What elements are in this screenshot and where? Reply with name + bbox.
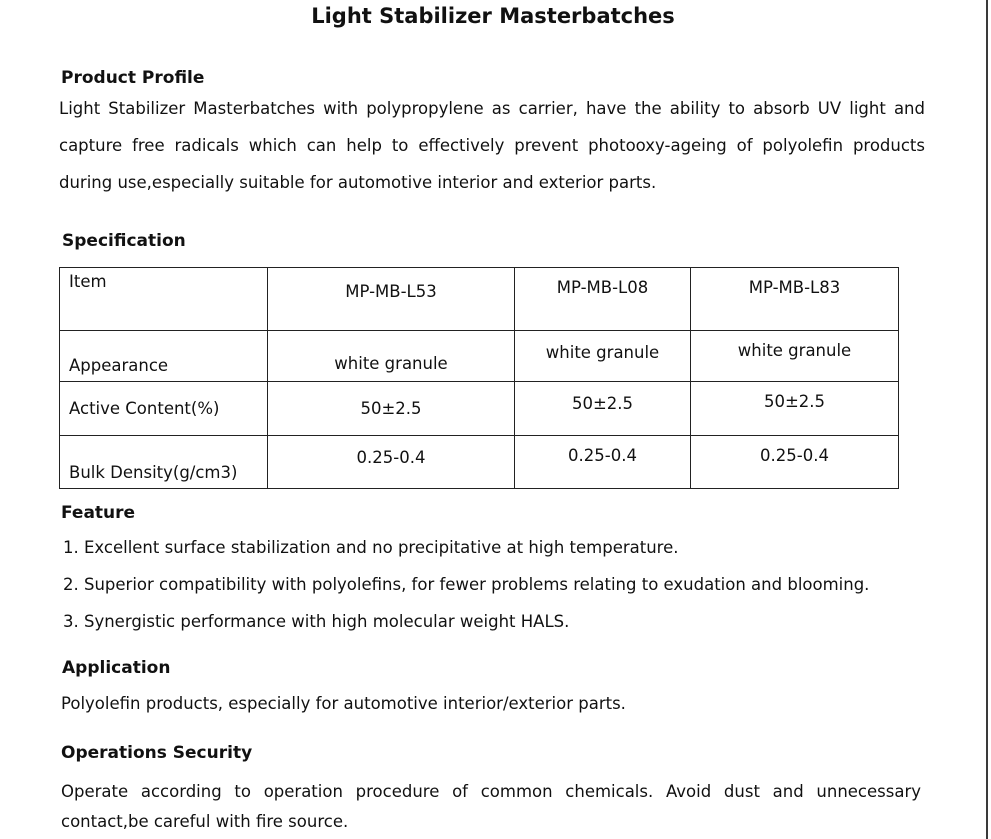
- table-cell: white granule: [515, 331, 691, 382]
- table-cell: 0.25-0.4: [268, 436, 515, 489]
- feature-heading: Feature: [61, 503, 136, 523]
- specification-heading: Specification: [62, 231, 186, 251]
- table-cell: 50±2.5: [515, 382, 691, 436]
- table-cell: white granule: [268, 331, 515, 382]
- row-label-bulk-density: Bulk Density(g/cm3): [60, 436, 268, 489]
- table-cell: 50±2.5: [691, 382, 899, 436]
- operations-security-text: Operate according to operation procedure of common chemicals. Avoid dust and unnecessary contact,be careful with fire source.: [61, 782, 921, 831]
- feature-item: 1. Excellent surface stabilization and no precipitative at high temperature.: [63, 538, 679, 557]
- table-row: [60, 436, 899, 489]
- feature-item: 3. Synergistic performance with high molecular weight HALS.: [63, 612, 570, 631]
- product-profile-text: Light Stabilizer Masterbatches with polypropylene as carrier, have the ability to absorb UV light and capture free radicals which can help to effectively prevent photooxy-ageing of polyolefin products during use,especially suitable for automotive interior and exterior parts.: [59, 99, 925, 192]
- table-row: [60, 331, 899, 382]
- table-cell: 50±2.5: [268, 382, 515, 436]
- table-row: [60, 382, 899, 436]
- specification-table: [59, 267, 899, 489]
- table-cell: 0.25-0.4: [515, 436, 691, 489]
- header-mp-mb-l08: MP-MB-L08: [515, 268, 691, 331]
- feature-item: 2. Superior compatibility with polyolefins, for fewer problems relating to exudation and blooming.: [63, 575, 870, 594]
- operations-security-heading: Operations Security: [61, 743, 253, 763]
- page-right-border: [986, 0, 988, 839]
- table-header-row: [60, 268, 899, 331]
- header-mp-mb-l53: MP-MB-L53: [268, 268, 515, 331]
- table-cell: 0.25-0.4: [691, 436, 899, 489]
- product-profile-heading: Product Profile: [61, 68, 205, 88]
- application-heading: Application: [62, 658, 171, 678]
- header-item: Item: [60, 268, 268, 331]
- document-title: Light Stabilizer Masterbatches: [311, 4, 675, 28]
- row-label-active-content: Active Content(%): [60, 382, 268, 436]
- header-mp-mb-l83: MP-MB-L83: [691, 268, 899, 331]
- application-text: Polyolefin products, especially for automotive interior/exterior parts.: [61, 694, 626, 713]
- row-label-appearance: Appearance: [60, 331, 268, 382]
- table-cell: white granule: [691, 331, 899, 382]
